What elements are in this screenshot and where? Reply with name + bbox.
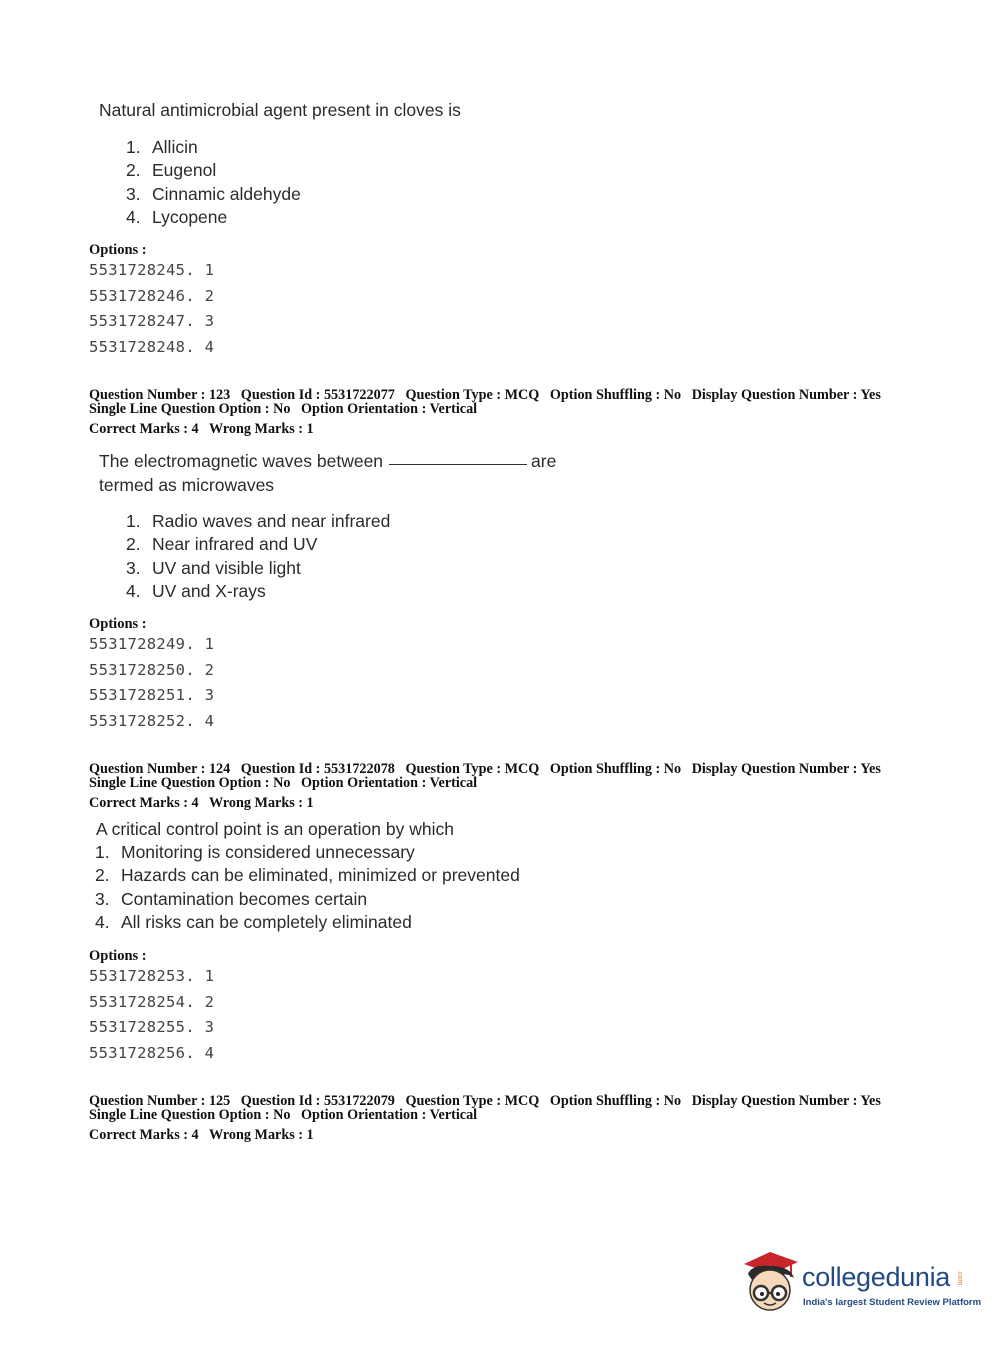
choice-number: 1. (126, 137, 141, 157)
choice-text: All risks can be completely eliminated (121, 911, 412, 932)
question-125-meta-line2 (89, 1108, 484, 1123)
choice-number: 2. (126, 534, 141, 555)
option-orientation: Option Orientation : Vertical (300, 1107, 478, 1123)
question-type: Question Type : MCQ (405, 1093, 540, 1109)
choice-item (126, 159, 301, 182)
options-id-list (89, 632, 214, 734)
brand-tagline: India's largest Student Review Platform (803, 1297, 982, 1308)
choice-item (95, 888, 520, 911)
brand-name: collegedunia (802, 1262, 951, 1292)
choice-item (126, 580, 390, 603)
choice-item (95, 911, 520, 934)
choice-text: Lycopene (152, 206, 228, 227)
options-id-list (89, 258, 214, 360)
option-id: 5531728248. 4 (89, 337, 215, 356)
choice-item (126, 557, 390, 580)
question-id: Question Id : 5531722078 (240, 761, 395, 777)
option-shuffling: Option Shuffling : No (549, 761, 682, 777)
question-text-line (99, 449, 556, 473)
wrong-marks: Wrong Marks : 1 (208, 421, 314, 437)
choice-number: 3. (95, 888, 110, 909)
collegedunia-logo[interactable] (740, 1250, 982, 1320)
options-heading: Options : (89, 242, 147, 258)
choice-item (126, 206, 301, 229)
question-123-meta-line2 (89, 402, 484, 417)
correct-marks: Correct Marks : 4 (89, 421, 199, 437)
choice-number: 3. (126, 557, 141, 578)
choice-number: 4. (95, 911, 110, 932)
choice-item (126, 533, 390, 556)
option-id: 5531728255. 3 (89, 1018, 215, 1036)
options-heading: Options : (89, 616, 147, 632)
choice-number: 2. (95, 865, 110, 886)
choice-number: 1. (126, 511, 141, 531)
single-line-option: Single Line Question Option : No (89, 775, 291, 791)
wrong-marks: Wrong Marks : 1 (208, 795, 314, 811)
mascot-eye-right (776, 1292, 780, 1296)
option-id: 5531728254. 2 (89, 992, 215, 1011)
option-orientation: Option Orientation : Vertical (300, 775, 478, 791)
display-question-number: Display Question Number : Yes (691, 761, 881, 777)
choice-text: Contamination becomes certain (121, 888, 368, 909)
question-type: Question Type : MCQ (405, 387, 540, 403)
question-number: Question Number : 124 (89, 761, 231, 777)
option-id: 5531728247. 3 (89, 312, 215, 330)
question-number: Question Number : 125 (89, 1093, 231, 1109)
question-124-meta-line2 (89, 776, 484, 791)
option-id: 5531728246. 2 (89, 286, 215, 305)
single-line-option: Single Line Question Option : No (89, 1107, 291, 1123)
mascot-eye-left (760, 1292, 764, 1296)
choice-number: 3. (126, 183, 141, 204)
option-id: 5531728256. 4 (89, 1043, 215, 1062)
question-124-choices (95, 841, 520, 934)
question-id: Question Id : 5531722077 (240, 387, 395, 403)
choice-text: Monitoring is considered unnecessary (121, 842, 415, 862)
choice-number: 2. (126, 160, 141, 181)
option-id: 5531728249. 1 (89, 635, 215, 653)
choice-text: Radio waves and near infrared (152, 511, 391, 531)
question-type: Question Type : MCQ (405, 761, 540, 777)
choice-text: Hazards can be eliminated, minimized or prevented (121, 865, 520, 886)
question-text-part: The electromagnetic waves between (99, 451, 384, 471)
brand-domain: .com (956, 1270, 963, 1286)
option-id: 5531728253. 1 (89, 967, 215, 985)
option-id: 5531728252. 4 (89, 711, 215, 730)
question-122-choices (126, 136, 301, 229)
choice-number: 4. (126, 580, 141, 601)
options-heading: Options : (89, 948, 147, 964)
correct-marks: Correct Marks : 4 (89, 795, 199, 811)
question-124-text: A critical control point is an operation by which (96, 819, 454, 839)
question-id: Question Id : 5531722079 (240, 1093, 395, 1109)
display-question-number: Display Question Number : Yes (691, 387, 881, 403)
choice-text: Allicin (152, 137, 198, 157)
single-line-option: Single Line Question Option : No (89, 401, 291, 417)
question-number: Question Number : 123 (89, 387, 231, 403)
choice-item (126, 183, 301, 206)
option-id: 5531728250. 2 (89, 660, 215, 679)
choice-number: 4. (126, 206, 141, 227)
question-122-text: Natural antimicrobial agent present in cloves is (99, 100, 461, 120)
question-125-marks (89, 1128, 321, 1143)
option-id: 5531728251. 3 (89, 686, 215, 704)
option-id: 5531728245. 1 (89, 261, 215, 279)
question-text-line: termed as microwaves (99, 475, 275, 495)
question-123-text (99, 449, 556, 497)
question-123-choices (126, 510, 390, 603)
question-123-marks (89, 422, 321, 437)
question-text-part: are (531, 451, 557, 471)
mascot-icon (740, 1250, 802, 1320)
display-question-number: Display Question Number : Yes (691, 1093, 881, 1109)
correct-marks: Correct Marks : 4 (89, 1127, 199, 1143)
choice-item (95, 864, 520, 887)
choice-item (126, 510, 390, 533)
option-orientation: Option Orientation : Vertical (300, 401, 478, 417)
choice-text: UV and visible light (152, 557, 301, 578)
wrong-marks: Wrong Marks : 1 (208, 1127, 314, 1143)
question-124-marks (89, 796, 321, 811)
option-shuffling: Option Shuffling : No (549, 387, 682, 403)
choice-text: UV and X-rays (152, 580, 266, 601)
choice-number: 1. (95, 842, 110, 862)
option-shuffling: Option Shuffling : No (549, 1093, 682, 1109)
choice-text: Eugenol (152, 160, 217, 181)
choice-text: Cinnamic aldehyde (152, 183, 301, 204)
choice-item (95, 841, 520, 864)
options-id-list (89, 964, 214, 1066)
fill-in-blank (389, 463, 527, 465)
choice-text: Near infrared and UV (152, 534, 318, 555)
choice-item (126, 136, 301, 159)
